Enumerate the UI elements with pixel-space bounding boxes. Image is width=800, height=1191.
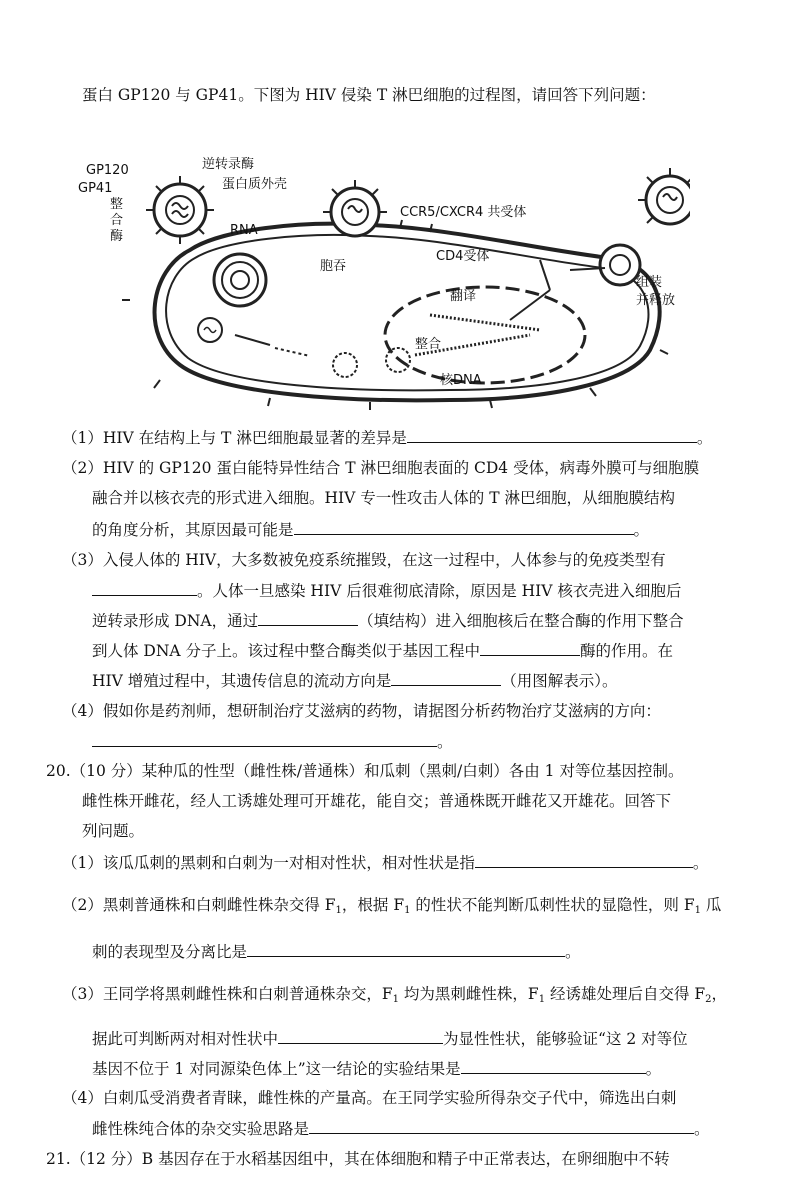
label-reverse-transcriptase: 逆转录酶: [202, 157, 255, 172]
q20-head-line2: 雌性株开雌花，经人工诱雄处理可开雄花，能自交；普通株既开雌花又开雄花。回答下: [82, 792, 672, 810]
hiv-virion-binding: [323, 180, 387, 236]
label-translation: 翻译: [450, 289, 477, 304]
q20-head-line1: 20.（10 分）某种瓜的性型（雌性株/普通株）和瓜刺（黑刺/白刺）各由 1 对等位基因控制。: [46, 762, 684, 780]
label-rna: RNA: [230, 223, 258, 238]
transcription-arrow: [510, 290, 550, 320]
hiv-infection-diagram: [70, 150, 690, 420]
q21-head: 21.（12 分）B 基因存在于水稻基因组中，其在体细胞和精子中正常表达，在卵细胞中不转: [46, 1150, 670, 1168]
q19-p1: （1）HIV 在结构上与 T 淋巴细胞最显著的差异是 。: [62, 426, 712, 449]
q19-p3-immune-type-blank[interactable]: [92, 579, 197, 596]
q19-p4-line1: （4）假如你是药剂师，想研制治疗艾滋病的药物，请据图分析药物治疗艾滋病的方向：: [62, 702, 661, 720]
label-integrase-3: 酶: [110, 229, 124, 244]
hiv-virion-free: [146, 176, 214, 244]
q20-p4-line2: 雌性株纯合体的杂交实验思路是 。: [92, 1117, 710, 1140]
q19-p3-structure-blank[interactable]: [258, 609, 358, 626]
host-dna: [430, 315, 540, 330]
q19-p2-answer-blank[interactable]: [294, 518, 634, 535]
q20-p2-line2: 刺的表现型及分离比是 。: [92, 940, 581, 963]
q20-p3-line2: 据此可判断两对相对性状中 为显性性状，能够验证“这 2 对等位: [92, 1027, 688, 1050]
hiv-virion-released: [638, 168, 690, 224]
q19-p3-line4: 到人体 DNA 分子上。该过程中整合酶类似于基因工程中 酶的作用。在: [92, 639, 673, 662]
q19-p3-line2: 。人体一旦感染 HIV 后很难彻底清除，原因是 HIV 核衣壳进入细胞后: [92, 579, 681, 602]
nucleus: [385, 287, 585, 383]
label-integrase-1: 整: [110, 197, 124, 212]
q20-p3-line1: （3）王同学将黑刺雌性株和白刺普通株杂交，$F_1$ 均为黑刺雌性株，$F_1$ 经诱雄处理后自交得 $F_2$，: [62, 985, 728, 1005]
reverse-transcription-arrow: [235, 335, 270, 345]
label-nuclear-dna: 核DNA: [440, 373, 482, 388]
q20-p4-answer-blank[interactable]: [309, 1117, 694, 1134]
dna-strand: [275, 348, 310, 356]
cell-membrane-outer: [155, 224, 663, 401]
q19-p3-line3: 逆转录形成 DNA，通过 （填结构）进入细胞核后在整合酶的作用下整合: [92, 609, 684, 632]
q19-p4-answer-blank[interactable]: [92, 730, 437, 747]
q20-p3-line3: 基因不位于 1 对同源染色体上”这一结论的实验结果是 。: [92, 1057, 661, 1080]
q20-p1-answer-blank[interactable]: [475, 851, 693, 868]
q19-p3-flow-blank[interactable]: [391, 669, 501, 686]
label-gp41: GP41: [78, 181, 113, 196]
circular-dna: [333, 353, 357, 377]
label-integrase-2: 合: [110, 213, 124, 228]
q19-p2-line3: 的角度分析，其原因最可能是 。: [92, 518, 649, 541]
endocytic-vesicle: [214, 254, 266, 306]
label-protein-shell: 蛋白质外壳: [222, 177, 288, 192]
uncoated-capsid: [198, 318, 222, 342]
q20-head-line3: 列问题。: [82, 822, 145, 840]
q19-p3-line1: （3）入侵人体的 HIV，大多数被免疫系统摧毁，在这一过程中，人体参与的免疫类型有: [62, 551, 666, 569]
intro-text: 蛋白 GP120 与 GP41。下图为 HIV 侵染 T 淋巴细胞的过程图，请回答下列问题：: [82, 86, 656, 104]
q19-p2-line1: （2）HIV 的 GP120 蛋白能特异性结合 T 淋巴细胞表面的 CD4 受体，病毒外膜可与细胞膜: [62, 459, 700, 477]
export-arrow: [540, 260, 550, 290]
q20-p3-dominant-blank[interactable]: [278, 1027, 443, 1044]
label-assemble-1: 组装: [636, 275, 663, 290]
q19-p1-answer-blank[interactable]: [407, 426, 697, 443]
label-gp120: GP120: [86, 163, 129, 178]
q19-p2-line2: 融合并以核衣壳的形式进入细胞。HIV 专一性攻击人体的 T 淋巴细胞，从细胞膜结构: [92, 489, 675, 507]
q20-p2-answer-blank[interactable]: [247, 940, 565, 957]
label-coreceptor: CCR5/CXCR4 共受体: [400, 205, 527, 220]
q20-p2-line1: （2）黑刺普通株和白刺雌性株杂交得 $F_1$，根据 $F_1$ 的性状不能判断瓜刺性状的显隐性，则 $F_1$ 瓜: [62, 896, 722, 916]
q19-p4-line2: 。: [92, 730, 453, 753]
q20-p4-line1: （4）白刺瓜受消费者青睐，雌性株的产量高。在王同学实验所得杂交子代中，筛选出白刺: [62, 1089, 677, 1107]
q20-p3-result-blank[interactable]: [461, 1057, 646, 1074]
label-integrate: 整合: [415, 337, 442, 352]
q20-p1: （1）该瓜瓜刺的黑刺和白刺为一对相对性状，相对性状是指 。: [62, 851, 708, 874]
label-endocytosis: 胞吞: [320, 259, 347, 274]
q19-p3-line5: HIV 增殖过程中，其遗传信息的流动方向是 （用图解表示）。: [92, 669, 618, 692]
label-cd4: CD4受体: [436, 249, 490, 264]
label-assemble-2: 并释放: [636, 293, 676, 308]
hiv-virion-budding: [600, 245, 640, 285]
q19-p3-enzyme-blank[interactable]: [480, 639, 580, 656]
